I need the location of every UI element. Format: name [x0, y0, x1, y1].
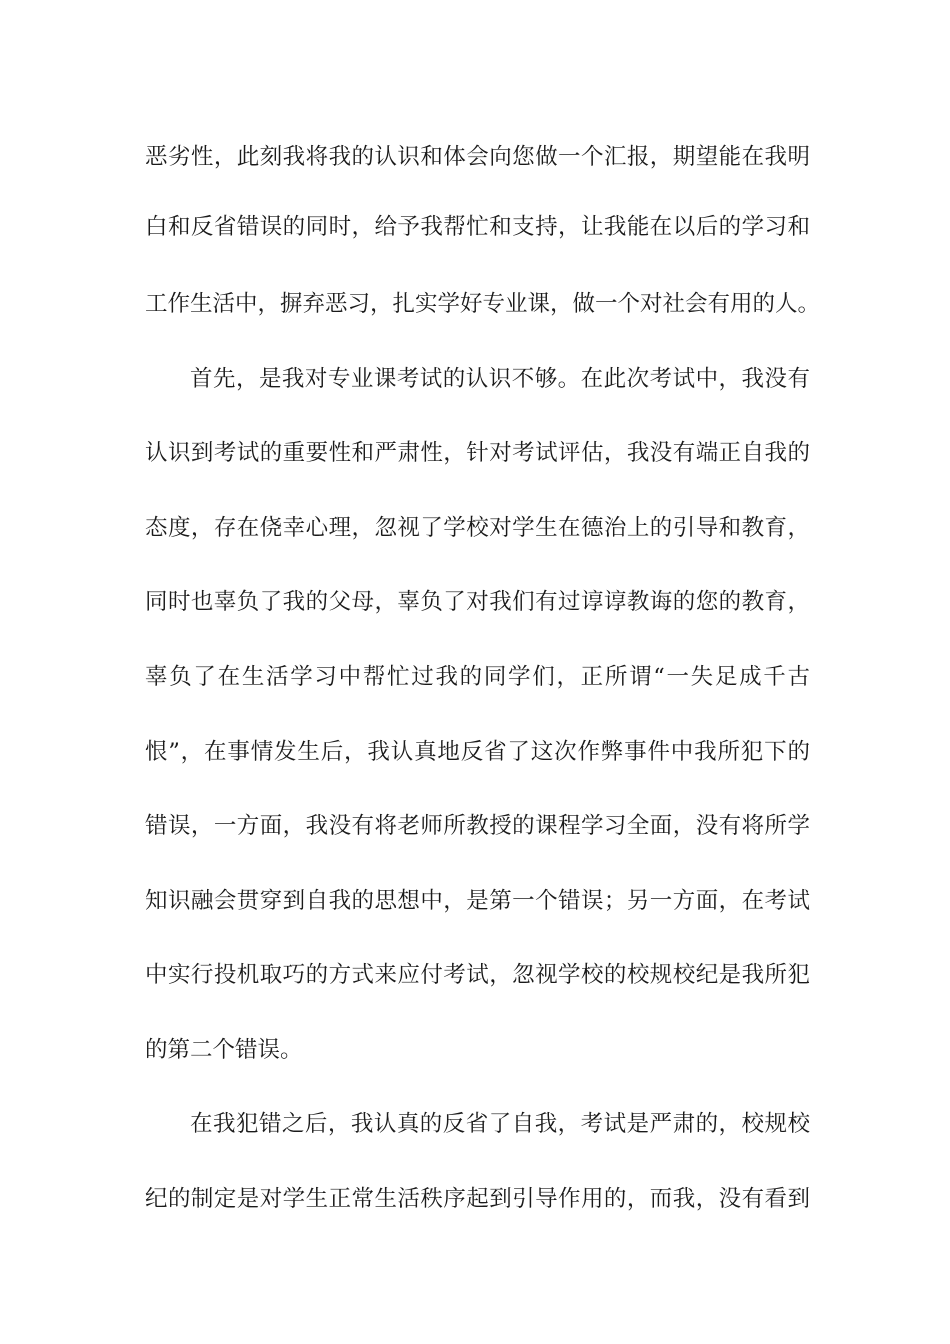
paragraph-line: 中实行投机取巧的方式来应付考试，忽视学校的校规校纪是我所犯 — [145, 962, 810, 988]
paragraph-line: 知识融会贯穿到自我的思想中，是第一个错误；另一方面，在考试 — [145, 888, 810, 914]
paragraph-line: 在我犯错之后，我认真的反省了自我，考试是严肃的，校规校 — [190, 1111, 810, 1137]
paragraph-line: 态度，存在侥幸心理，忽视了学校对学生在德治上的引导和教育， — [145, 515, 810, 541]
paragraph-line: 首先，是我对专业课考试的认识不够。在此次考试中，我没有 — [190, 366, 810, 392]
paragraph-line: 恶劣性，此刻我将我的认识和体会向您做一个汇报，期望能在我明 — [145, 144, 810, 170]
paragraph-line: 白和反省错误的同时，给予我帮忙和支持，让我能在以后的学习和 — [145, 214, 810, 240]
paragraph-line: 工作生活中，摒弃恶习，扎实学好专业课，做一个对社会有用的人。 — [145, 291, 821, 317]
paragraph-line: 纪的制定是对学生正常生活秩序起到引导作用的，而我，没有看到 — [145, 1186, 810, 1212]
paragraph-line: 认识到考试的重要性和严肃性，针对考试评估，我没有端正自我的 — [145, 440, 810, 466]
paragraph-line: 恨”，在事情发生后，我认真地反省了这次作弊事件中我所犯下的 — [145, 739, 810, 765]
paragraph-line: 辜负了在生活学习中帮忙过我的同学们，正所谓“一失足成千古 — [145, 664, 810, 690]
paragraph-line: 的第二个错误。 — [145, 1037, 303, 1063]
paragraph-line: 同时也辜负了我的父母，辜负了对我们有过谆谆教诲的您的教育， — [145, 589, 810, 615]
paragraph-line: 错误，一方面，我没有将老师所教授的课程学习全面，没有将所学 — [145, 813, 810, 839]
